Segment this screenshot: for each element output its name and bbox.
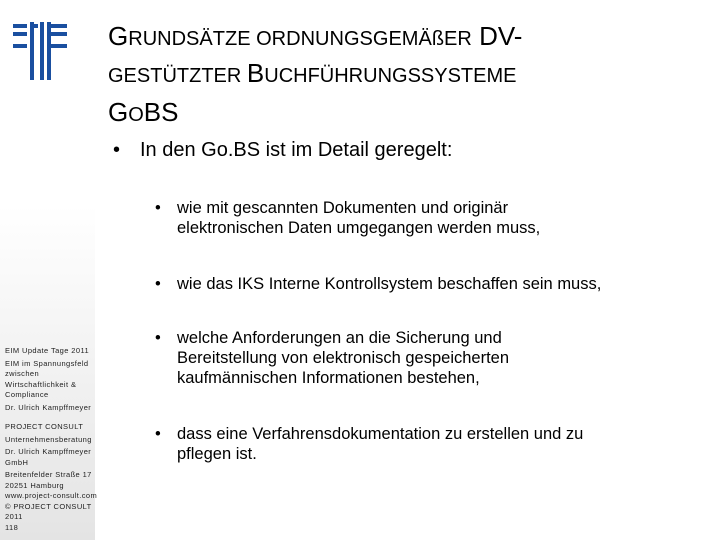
company-info <box>5 422 98 533</box>
company-info-line: 118 <box>5 522 19 532</box>
event-info-line: EIM im Spannungsfeld <box>5 358 89 368</box>
company-info-line: 2011 <box>5 512 23 521</box>
title-line-3 <box>108 94 708 133</box>
bullet-icon: • <box>155 329 161 347</box>
sub-bullet-text <box>177 424 715 464</box>
sub-bullet-line: wie mit gescannten Dokumenten und originär <box>177 199 509 217</box>
slide-title <box>108 18 708 133</box>
title-word: O <box>128 104 144 126</box>
company-info-line: GmbH <box>5 457 29 467</box>
event-info-line: Wirtschaftlichkeit & <box>5 379 77 389</box>
title-line-2 <box>108 55 708 94</box>
company-info-line: Unternehmensberatung <box>5 434 92 444</box>
sub-bullet-line: kaufmännischen Informationen bestehen, <box>177 369 480 387</box>
title-initial: B <box>246 58 265 88</box>
sub-bullet-line: welche Anforderungen an die Sicherung und <box>177 329 502 347</box>
title-word: UCHFÜHRUNGSSYSTEME <box>264 65 517 87</box>
event-info-line: EIM Update Tage 2011 <box>5 346 90 355</box>
event-info-line: Dr. Ulrich Kampffmeyer <box>5 402 92 412</box>
bullet-icon: • <box>155 425 161 443</box>
sub-bullet <box>155 424 715 464</box>
sub-bullet-line: dass eine Verfahrensdokumentation zu erstellen und zu <box>177 425 584 443</box>
bullet-icon: • <box>155 199 161 217</box>
sub-bullet-line: Bereitstellung von elektronisch gespeicherten <box>177 349 510 367</box>
event-info-line: zwischen <box>5 369 40 378</box>
company-info-line: 20251 Hamburg <box>5 480 64 490</box>
project-consult-logo <box>13 22 81 80</box>
title-line-1 <box>108 18 708 57</box>
title-word: RUNDSÄTZE ORDNUNGSGEMÄßER <box>128 28 472 50</box>
title-word: DV- <box>479 21 523 51</box>
sub-bullet-line: pflegen ist. <box>177 445 257 463</box>
event-info <box>5 346 95 413</box>
company-info-line: © PROJECT CONSULT <box>5 501 92 511</box>
sub-bullet <box>155 328 715 388</box>
company-info-line: Breitenfelder Straße 17 <box>5 470 92 479</box>
sub-bullet <box>155 198 715 238</box>
title-word: GESTÜTZTER <box>108 65 242 87</box>
event-info-line: Compliance <box>5 390 49 399</box>
main-bullet <box>113 138 452 162</box>
sub-bullet <box>155 274 715 294</box>
title-word: BS <box>143 97 179 127</box>
main-bullet-text: In den Go.BS ist im Detail geregelt: <box>140 139 453 161</box>
sub-bullet-line: wie das IKS Interne Kontrollsystem beschaffen sein muss, <box>177 275 602 293</box>
title-initial: G <box>108 97 129 127</box>
bullet-icon: • <box>113 139 121 161</box>
bullet-icon: • <box>155 275 161 293</box>
company-info-line: www.project-consult.com <box>5 491 98 500</box>
sidebar <box>0 0 98 540</box>
sub-bullet-text <box>177 328 715 388</box>
sub-bullet-text <box>177 198 715 238</box>
company-info-line: PROJECT CONSULT <box>5 422 84 431</box>
company-info-line: Dr. Ulrich Kampffmeyer <box>5 447 92 456</box>
title-initial: G <box>108 21 129 51</box>
sub-bullet-text <box>177 274 715 294</box>
sub-bullet-line: elektronischen Daten umgegangen werden muss, <box>177 219 541 237</box>
